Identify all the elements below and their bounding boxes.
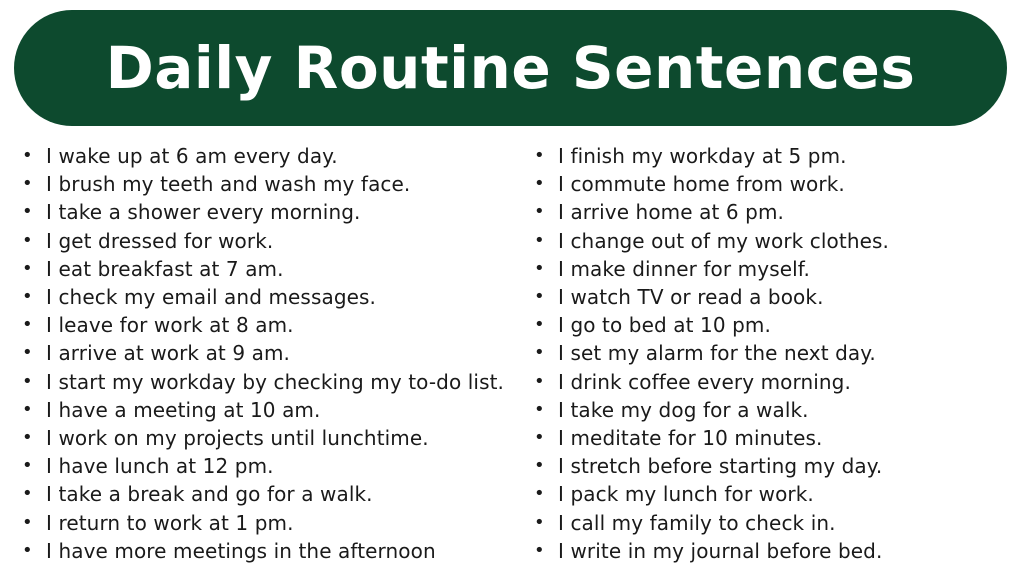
sentence-text: I watch TV or read a book. — [558, 285, 824, 310]
sentence-text: I make dinner for myself. — [558, 256, 810, 281]
bullet-icon: • — [22, 483, 33, 505]
list-item — [534, 508, 1014, 536]
sentence-text: I set my alarm for the next day. — [558, 341, 876, 366]
list-item — [534, 452, 1014, 480]
list-item — [22, 537, 522, 565]
bullet-icon: • — [22, 314, 33, 336]
title-banner — [14, 10, 1007, 126]
left-sentence-list — [22, 142, 522, 565]
list-item — [534, 368, 1014, 396]
sentence-text: I write in my journal before bed. — [558, 538, 883, 563]
list-item — [22, 368, 522, 396]
list-item — [534, 227, 1014, 255]
sentence-text: I work on my projects until lunchtime. — [46, 425, 429, 450]
list-item — [534, 283, 1014, 311]
bullet-icon: • — [22, 257, 33, 279]
sentence-text: I take my dog for a walk. — [558, 397, 809, 422]
list-item — [22, 480, 522, 508]
list-item — [534, 339, 1014, 367]
sentence-text: I call my family to check in. — [558, 510, 836, 535]
bullet-icon: • — [22, 201, 33, 223]
list-item — [534, 424, 1014, 452]
sentence-text: I arrive at work at 9 am. — [46, 341, 291, 366]
bullet-icon: • — [534, 342, 545, 364]
sentence-text: I brush my teeth and wash my face. — [46, 172, 411, 197]
list-item — [534, 537, 1014, 565]
list-item — [534, 142, 1014, 170]
sentence-text: I meditate for 10 minutes. — [558, 425, 823, 450]
bullet-icon: • — [22, 286, 33, 308]
bullet-icon: • — [22, 173, 33, 195]
bullet-icon: • — [534, 145, 545, 167]
list-item — [22, 142, 522, 170]
list-item — [22, 508, 522, 536]
list-item — [22, 283, 522, 311]
sentence-text: I finish my workday at 5 pm. — [558, 144, 847, 169]
bullet-icon: • — [534, 483, 545, 505]
sentence-text: I have lunch at 12 pm. — [46, 454, 274, 479]
sentence-text: I return to work at 1 pm. — [46, 510, 294, 535]
bullet-icon: • — [22, 539, 33, 561]
list-item — [22, 255, 522, 283]
sentence-text: I change out of my work clothes. — [558, 228, 889, 253]
bullet-icon: • — [534, 314, 545, 336]
list-item — [534, 480, 1014, 508]
sentence-text: I take a break and go for a walk. — [46, 482, 373, 507]
sentence-text: I check my email and messages. — [46, 285, 377, 310]
bullet-icon: • — [22, 426, 33, 448]
sentence-text: I arrive home at 6 pm. — [558, 200, 784, 225]
sentence-text: I eat breakfast at 7 am. — [46, 256, 284, 281]
bullet-icon: • — [22, 145, 33, 167]
page-title: Daily Routine Sentences — [105, 34, 916, 102]
sentence-text: I leave for work at 8 am. — [46, 313, 294, 338]
bullet-icon: • — [534, 201, 545, 223]
bullet-icon: • — [534, 398, 545, 420]
sentence-text: I stretch before starting my day. — [558, 454, 883, 479]
list-item — [22, 424, 522, 452]
list-item — [22, 311, 522, 339]
bullet-icon: • — [534, 286, 545, 308]
bullet-icon: • — [22, 398, 33, 420]
list-item — [22, 396, 522, 424]
sentence-text: I pack my lunch for work. — [558, 482, 814, 507]
sentence-text: I get dressed for work. — [46, 228, 274, 253]
bullet-icon: • — [534, 173, 545, 195]
bullet-icon: • — [22, 342, 33, 364]
sentence-text: I start my workday by checking my to-do list. — [46, 369, 505, 394]
sentence-text: I have more meetings in the afternoon — [46, 538, 436, 563]
bullet-icon: • — [534, 426, 545, 448]
list-item — [22, 198, 522, 226]
bullet-icon: • — [22, 511, 33, 533]
sentence-text: I drink coffee every morning. — [558, 369, 851, 394]
bullet-icon: • — [22, 229, 33, 251]
list-item — [534, 255, 1014, 283]
sentence-text: I wake up at 6 am every day. — [46, 144, 338, 169]
list-item — [534, 311, 1014, 339]
bullet-icon: • — [534, 539, 545, 561]
right-sentence-list — [534, 142, 1014, 565]
sentence-text: I have a meeting at 10 am. — [46, 397, 321, 422]
bullet-icon: • — [534, 257, 545, 279]
bullet-icon: • — [534, 370, 545, 392]
bullet-icon: • — [534, 511, 545, 533]
bullet-icon: • — [534, 229, 545, 251]
sentence-text: I commute home from work. — [558, 172, 845, 197]
sentence-text: I go to bed at 10 pm. — [558, 313, 771, 338]
list-item — [22, 339, 522, 367]
list-item — [534, 396, 1014, 424]
bullet-icon: • — [22, 455, 33, 477]
list-item — [22, 452, 522, 480]
list-item — [534, 198, 1014, 226]
list-item — [22, 227, 522, 255]
list-item — [22, 170, 522, 198]
list-item — [534, 170, 1014, 198]
bullet-icon: • — [534, 455, 545, 477]
bullet-icon: • — [22, 370, 33, 392]
sentence-text: I take a shower every morning. — [46, 200, 361, 225]
